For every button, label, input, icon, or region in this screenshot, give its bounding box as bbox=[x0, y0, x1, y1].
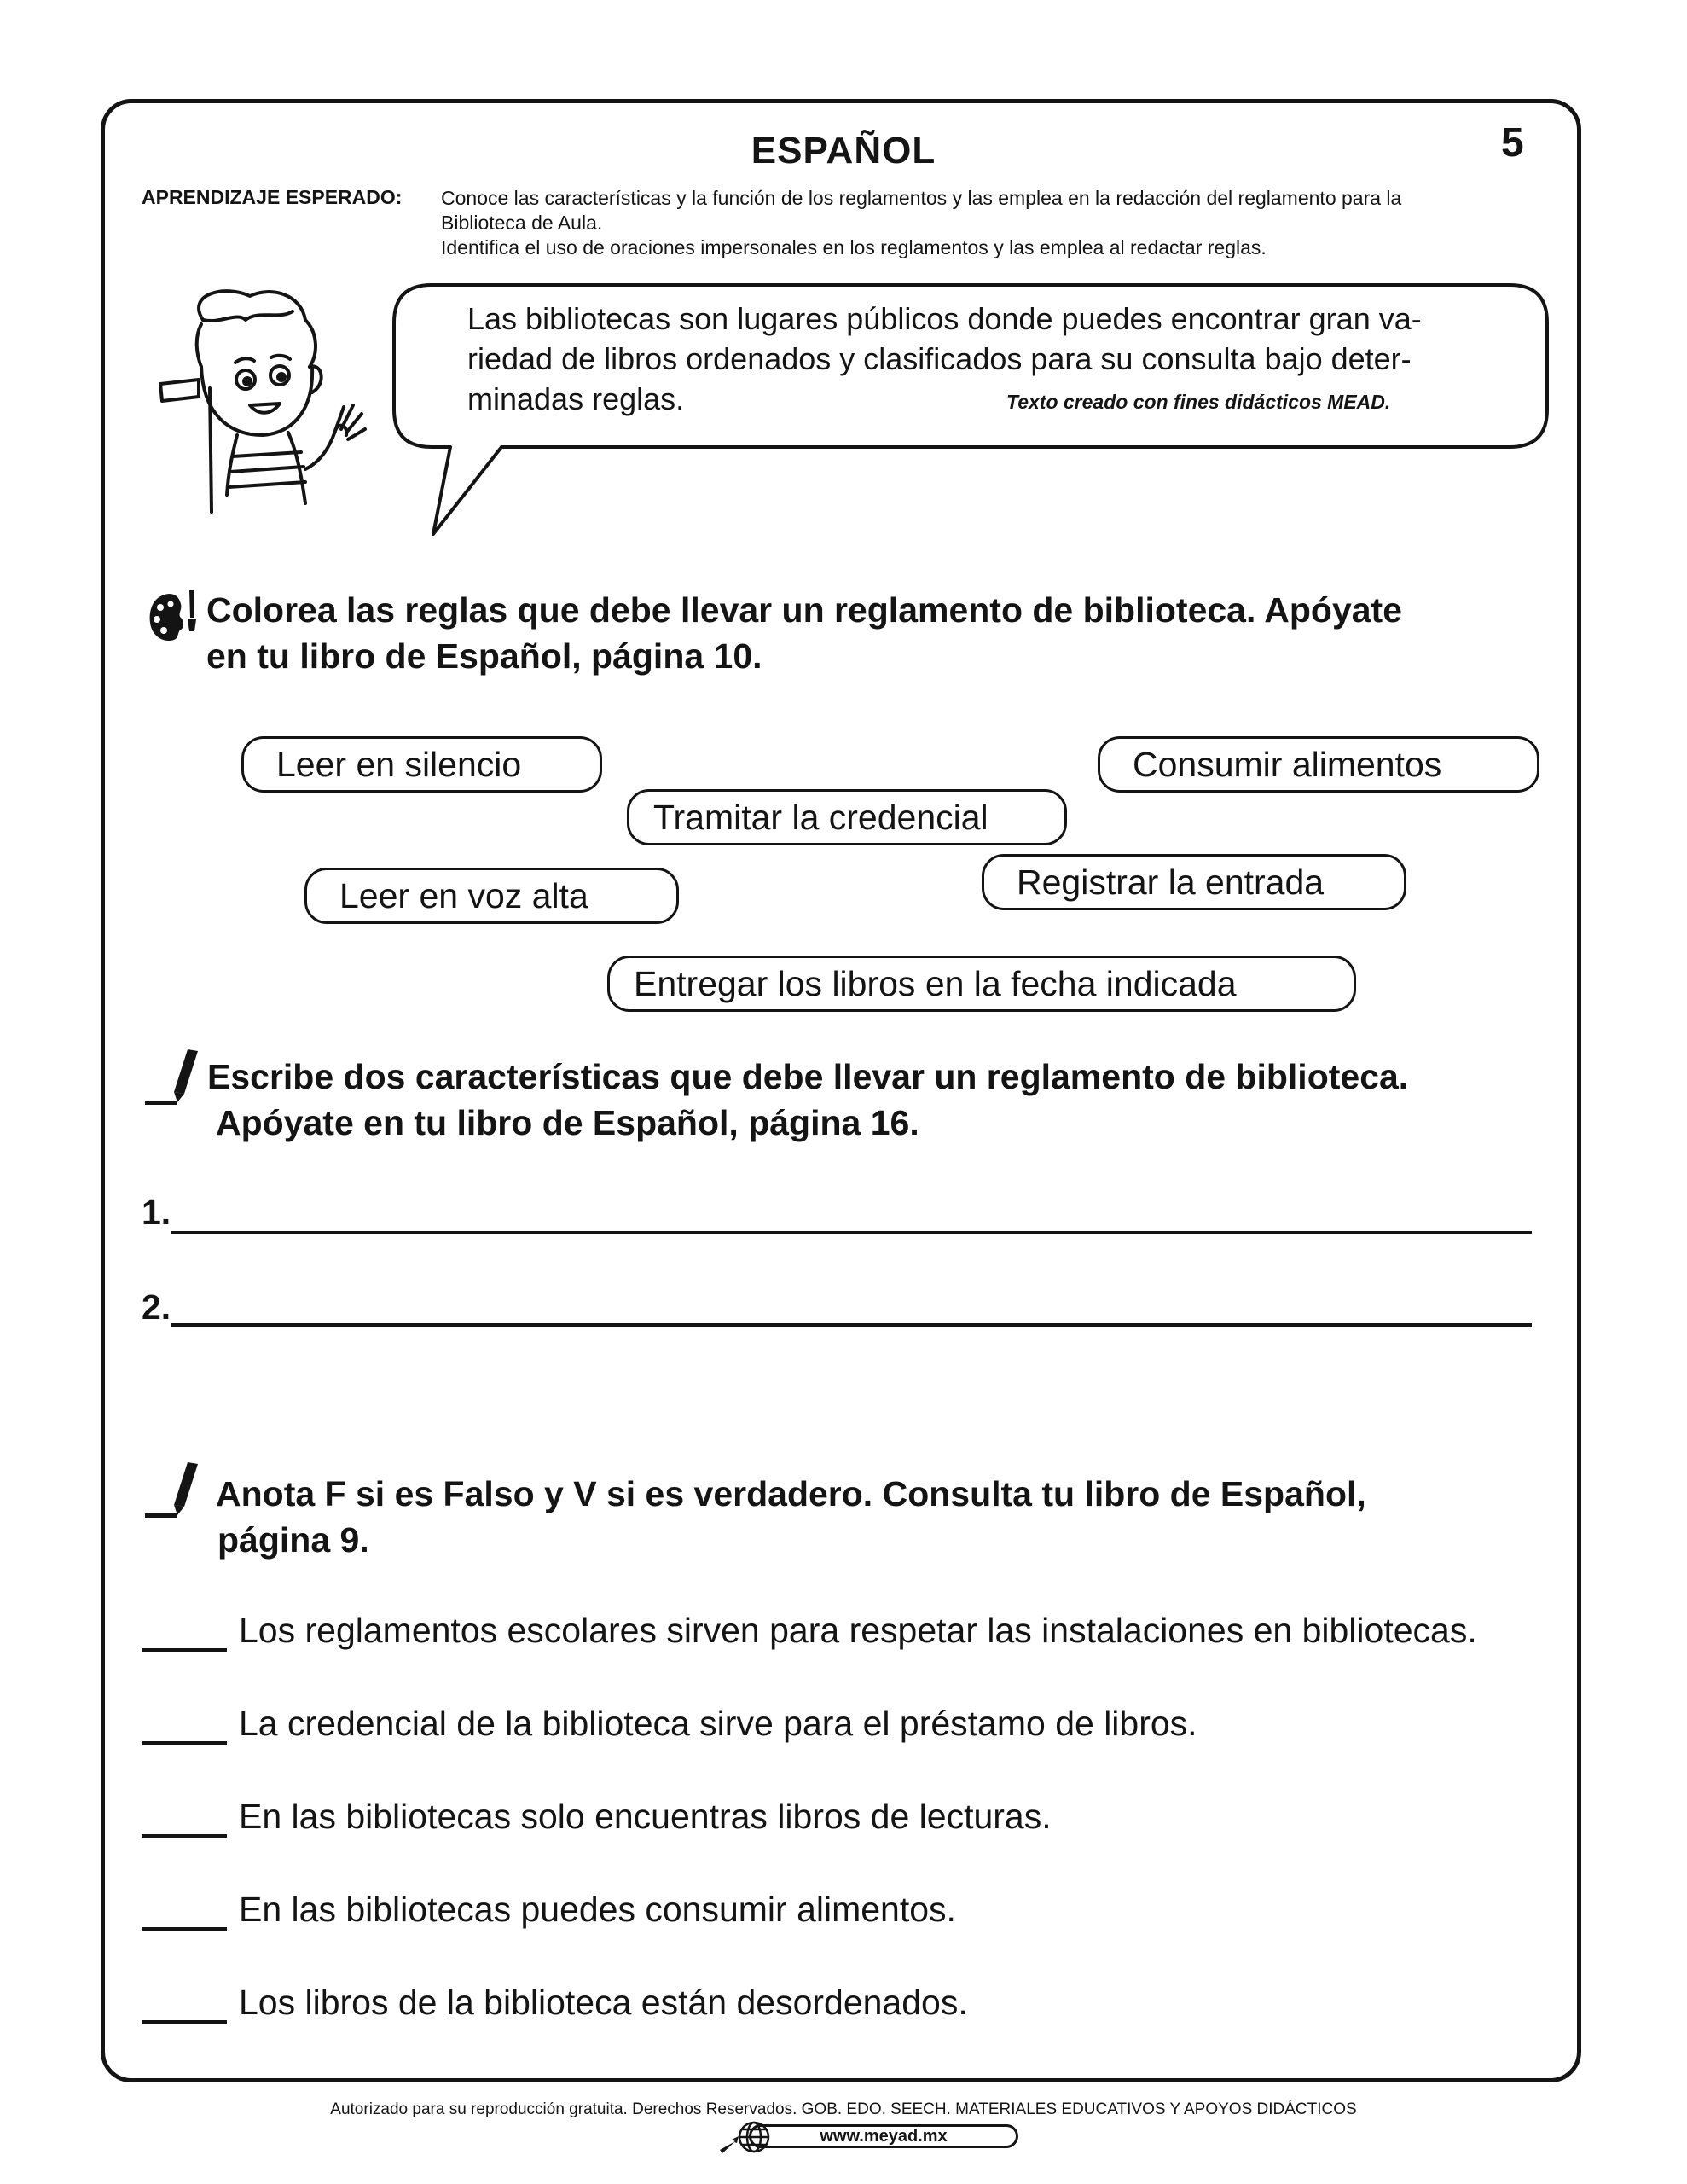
bubble-line: minadas reglas. bbox=[467, 381, 685, 416]
bubble-line: Las bibliotecas son lugares públicos donde puedes encontrar gran va- bbox=[467, 301, 1422, 336]
boy-illustration bbox=[152, 286, 391, 520]
footer-url[interactable] bbox=[749, 2124, 1018, 2148]
statement: En las bibliotecas puedes consumir alimentos. bbox=[239, 1890, 956, 1929]
answer-blank[interactable] bbox=[142, 2020, 227, 2024]
bubble-line: riedad de libros ordenados y clasificados para su consulta bajo deter- bbox=[467, 341, 1412, 376]
answer-blank[interactable] bbox=[142, 1648, 227, 1652]
instruction-line: Escribe dos características que debe llevar un reglamento de biblioteca. bbox=[207, 1057, 1409, 1096]
answer-line[interactable] bbox=[171, 1231, 1532, 1234]
answer-number: 1. bbox=[142, 1193, 171, 1232]
answer-number: 2. bbox=[142, 1287, 171, 1327]
instruction-line: Anota F si es Falso y V si es verdadero. Consulta tu libro de Español, bbox=[216, 1474, 1366, 1513]
rule-option[interactable]: Registrar la entrada bbox=[982, 854, 1406, 910]
page-title: ESPAÑOL bbox=[751, 130, 936, 171]
instruction-line: Apóyate en tu libro de Español, página 16. bbox=[216, 1103, 919, 1142]
statement: Los libros de la biblioteca están desordenados. bbox=[239, 1983, 968, 2022]
answer-blank[interactable] bbox=[142, 1927, 227, 1931]
aprendizaje-label: APRENDIZAJE ESPERADO: bbox=[142, 186, 403, 208]
aprendizaje-text bbox=[441, 186, 1533, 260]
instruction-line: página 9. bbox=[217, 1520, 369, 1560]
url-text: www.meyad.mx bbox=[820, 2126, 948, 2146]
statement: En las bibliotecas solo encuentras libros de lecturas. bbox=[239, 1797, 1052, 1836]
section2-instruction bbox=[207, 1054, 1589, 1146]
pencil-icon bbox=[143, 1048, 205, 1106]
rule-option[interactable]: Entregar los libros en la fecha indicada bbox=[607, 956, 1356, 1012]
section1-instruction bbox=[206, 587, 1588, 679]
rule-option[interactable]: Tramitar la credencial bbox=[627, 789, 1067, 845]
aprendizaje-line: Conoce las características y la función de los reglamentos y las emplea en la redacción del reglamento para la bbox=[441, 187, 1402, 209]
aprendizaje-line: Biblioteca de Aula. bbox=[441, 212, 603, 234]
bubble-credit: Texto creado con fines didácticos MEAD. bbox=[1006, 391, 1391, 413]
rule-option[interactable]: Leer en voz alta bbox=[304, 868, 679, 924]
rule-option[interactable]: Consumir alimentos bbox=[1098, 736, 1539, 793]
cursor-arrow-icon bbox=[720, 2136, 739, 2153]
answer-blank[interactable] bbox=[142, 1741, 227, 1745]
aprendizaje-line: Identifica el uso de oraciones impersonales en los reglamentos y las emplea al redactar reglas. bbox=[441, 236, 1267, 258]
instruction-line: Colorea las reglas que debe llevar un reglamento de biblioteca. Apóyate bbox=[206, 590, 1403, 630]
instruction-line: en tu libro de Español, página 10. bbox=[206, 636, 762, 676]
footer-authorization: Autorizado para su reproducción gratuita. Derechos Reservados. GOB. EDO. SEECH. MATERIALES EDUCATIVOS Y APOYOS DIDÁCTICOS bbox=[330, 2100, 1357, 2118]
statement: Los reglamentos escolares sirven para respetar las instalaciones en bibliotecas. bbox=[239, 1611, 1477, 1650]
pencil-icon bbox=[143, 1461, 205, 1519]
paint-palette-icon bbox=[147, 589, 200, 645]
rule-option[interactable]: Leer en silencio bbox=[241, 736, 602, 793]
answer-line[interactable] bbox=[171, 1323, 1532, 1327]
statement: La credencial de la biblioteca sirve para el préstamo de libros. bbox=[239, 1704, 1197, 1743]
answer-blank[interactable] bbox=[142, 1834, 227, 1838]
page-number: 5 bbox=[1501, 120, 1524, 166]
section3-instruction bbox=[216, 1471, 1589, 1563]
